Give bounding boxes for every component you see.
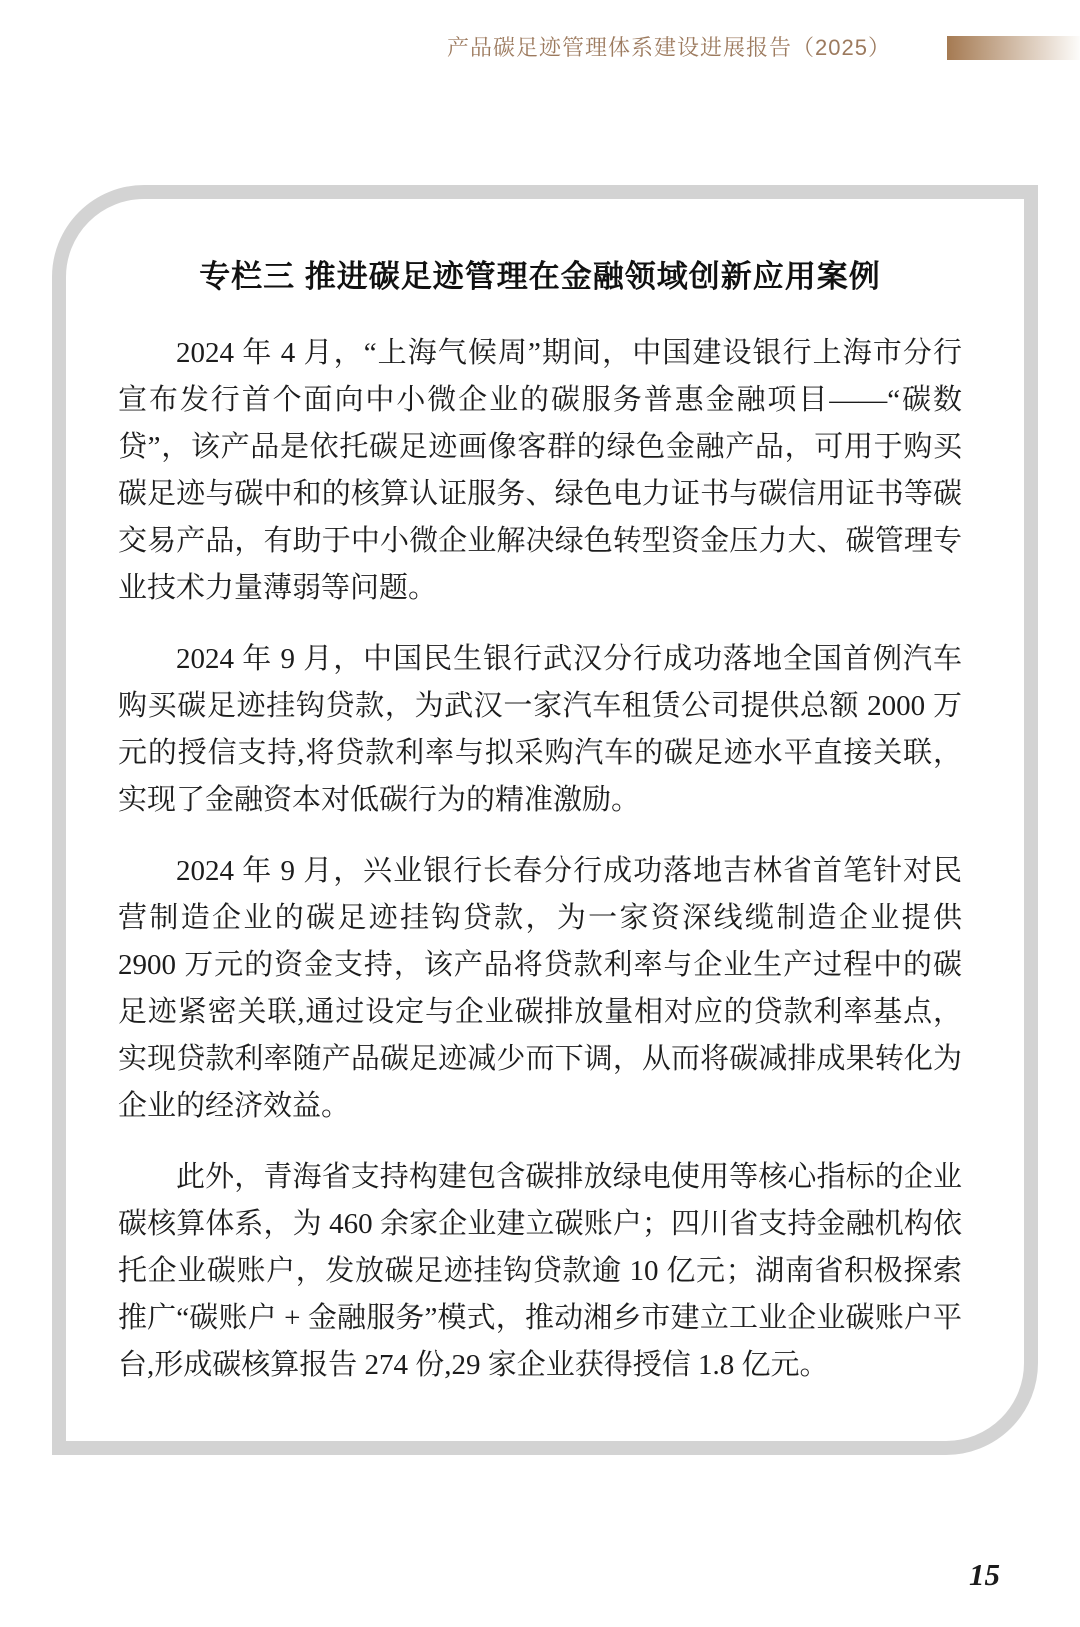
page-header — [447, 36, 1080, 60]
column-paragraph-1: 2024 年 4 月，“上海气候周”期间，中国建设银行上海市分行宣布发行首个面向中小微企业的碳服务普惠金融项目——“碳数贷”，该产品是依托碳足迹画像客群的绿色金融产品，可用于购买碳足迹与碳中和的核算认证服务、绿色电力证书与碳信用证书等碳交易产品，有助于中小微企业解决绿色转型资金压力大、碳管理专业技术力量薄弱等问题。 — [118, 337, 962, 604]
column-paragraph-3: 2024 年 9 月，兴业银行长春分行成功落地吉林省首笔针对民营制造企业的碳足迹挂钩贷款，为一家资深线缆制造企业提供 2900 万元的资金支持，该产品将贷款利率与企业生产过程中的碳足迹紧密关联,通过设定与企业碳排放量相对应的贷款利率基点，实现贷款利率随产品碳足迹减少而下调，从而将碳减排成果转化为企业的经济效益。 — [118, 855, 962, 1122]
column-paragraph-4: 此外，青海省支持构建包含碳排放绿电使用等核心指标的企业碳核算体系，为 460 余家企业建立碳账户；四川省支持金融机构依托企业碳账户，发放碳足迹挂钩贷款逾 10 亿元；湖南省积极探索推广“碳账户 + 金融服务”模式，推动湘乡市建立工业企业碳账户平台,形成碳核算报告 274 份,29 家企业获得授信 1.8 亿元。 — [118, 1161, 962, 1381]
header-accent-bar — [947, 36, 1080, 60]
page-number: 15 — [969, 1557, 1000, 1592]
column-title: 专栏三 推进碳足迹管理在金融领域创新应用案例 — [199, 259, 881, 294]
column-box — [52, 185, 1038, 1455]
report-title: 产品碳足迹管理体系建设进展报告（2025） — [447, 35, 891, 60]
column-paragraph-2: 2024 年 9 月，中国民生银行武汉分行成功落地全国首例汽车购买碳足迹挂钩贷款，为武汉一家汽车租赁公司提供总额 2000 万元的授信支持,将贷款利率与拟采购汽车的碳足迹水平直接关联，实现了金融资本对低碳行为的精准激励。 — [118, 643, 962, 816]
